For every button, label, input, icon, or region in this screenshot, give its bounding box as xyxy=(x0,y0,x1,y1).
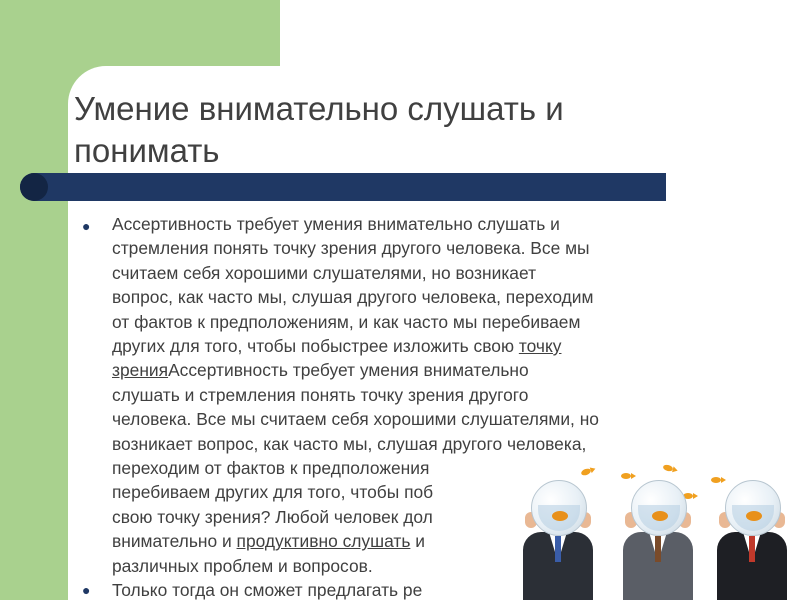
bullet-icon: ● xyxy=(82,582,91,598)
title-bar-cap xyxy=(20,173,48,201)
fish-icon xyxy=(580,467,591,476)
link-productive-listening[interactable]: продуктивно слушать xyxy=(236,531,411,552)
businessman-figure xyxy=(713,480,791,600)
title-underline-bar xyxy=(20,173,666,201)
businessman-figure xyxy=(619,480,697,600)
fish-icon xyxy=(621,473,631,479)
link-point-of-view[interactable]: точку зрения xyxy=(112,336,562,381)
businessman-figure xyxy=(519,480,597,600)
paragraph-2: Только тогда он сможет предлагать ре xyxy=(112,580,423,600)
slide-title: Умение внимательно слушать и понимать xyxy=(74,90,564,169)
businessmen-fishbowl-heads-image xyxy=(515,455,800,600)
paragraph-1-text-a: Ассертивность требует умения внимательно слушать и стремления понять точку зрения другого человека. Все мы считаем себя хорошими слушателями, но возникает вопрос, как часто мы, слушая другого человека, переходим от фактов к предположениям, и как часто мы перебиваем других для того, чтобы побыстрее изложить свою xyxy=(112,214,594,357)
bullet-icon: ● xyxy=(82,218,91,234)
paragraph-1-text-c: и различных проблем и вопросов. xyxy=(112,531,425,576)
paragraph-1-text-b: Ассертивность требует умения внимательно слушать и стремления понять точку зрения другого человека. Все мы считаем себя хорошими слушателями, но возникает вопрос, как часто мы, слушая другого человека, переходим от фактов к предположения перебиваем других для того, чтобы поб свою точку зрения? Любой человек дол внимательно и xyxy=(112,360,599,552)
fish-icon xyxy=(662,464,673,472)
